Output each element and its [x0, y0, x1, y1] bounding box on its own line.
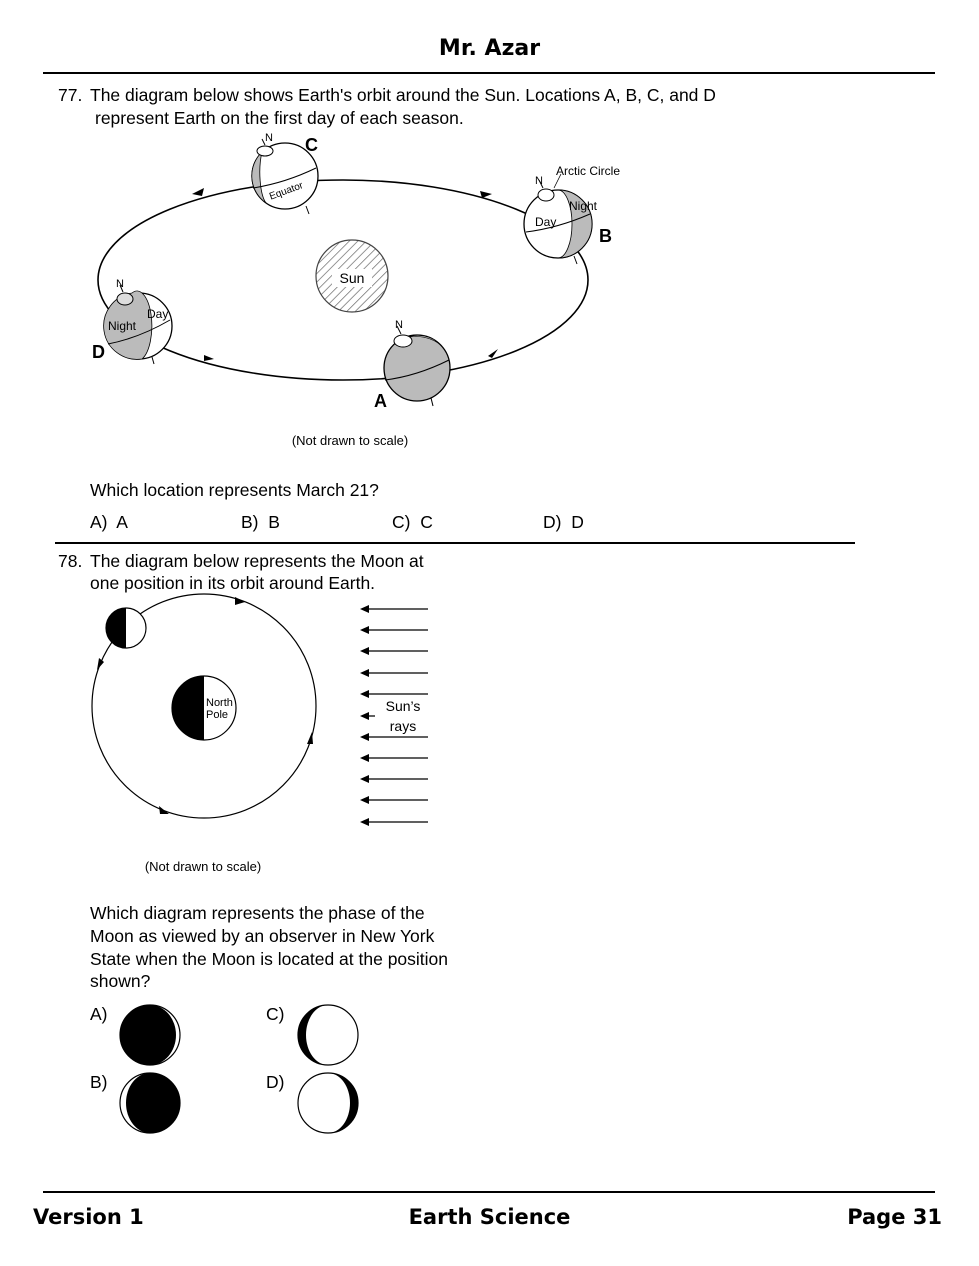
- earth-b-north-label: N: [535, 175, 543, 187]
- q78-line1: The diagram below represents the Moon at: [90, 551, 424, 571]
- q78-question-line3: State when the Moon is located at the position: [90, 949, 449, 969]
- q78-number: 78.: [58, 551, 83, 571]
- orbit-arrow-icon: [192, 188, 204, 196]
- q78-question-line4: shown?: [90, 971, 151, 991]
- q78-question-line1: Which diagram represents the phase of the: [90, 903, 425, 923]
- q78-choice-a-letter[interactable]: A): [90, 1004, 108, 1024]
- q77-choice-b-text: B: [268, 512, 280, 532]
- question-divider: [55, 542, 855, 544]
- q78-line2: one position in its orbit around Earth.: [90, 573, 376, 593]
- orbit-arrow-icon: [204, 355, 214, 361]
- earth-d: [92, 278, 172, 364]
- q78-question-line2: Moon as viewed by an observer in New York: [90, 926, 435, 946]
- q77-choice-d[interactable]: [543, 512, 584, 533]
- earth-c: [252, 132, 318, 214]
- north-label-line2: Pole: [206, 709, 229, 721]
- q77-choice-b[interactable]: [241, 512, 280, 533]
- earth-b-night-label: Night: [569, 199, 598, 213]
- suns-rays-label-line1: Sun’s: [385, 698, 421, 714]
- moon-orbit-diagram: [85, 592, 445, 882]
- orbit-arrow-icon: [480, 191, 492, 198]
- q77-caption: (Not drawn to scale): [291, 433, 409, 448]
- q77-choice-c[interactable]: [392, 512, 433, 533]
- page-header-title: Mr. Azar: [438, 36, 541, 61]
- q77-choice-a-text: A: [116, 512, 128, 532]
- q78-choice-c-letter[interactable]: C): [266, 1004, 285, 1024]
- equator-label: Equator: [268, 180, 305, 203]
- earth-d-day-label: Day: [147, 307, 169, 321]
- orbit-arrow-icon: [307, 732, 313, 744]
- earth-c-north-label: N: [265, 132, 273, 144]
- q77-choice-a-letter: A): [90, 512, 108, 532]
- arctic-circle-label: Arctic Circle: [556, 164, 621, 178]
- north-label-line1: North: [206, 697, 233, 709]
- q77-choice-d-text: D: [571, 512, 584, 532]
- suns-rays-label-line2: rays: [389, 718, 417, 734]
- earth-north-pole: [172, 676, 236, 740]
- label-d: D: [92, 342, 105, 362]
- q78-choice-b-moon-icon[interactable]: [117, 1070, 185, 1136]
- sun-label: Sun: [339, 270, 365, 286]
- footer-subject: Earth Science: [408, 1205, 571, 1229]
- earth-d-night-label: Night: [108, 319, 137, 333]
- label-c: C: [305, 135, 318, 155]
- earth-d-north-label: N: [116, 278, 124, 290]
- q77-choice-a[interactable]: [90, 512, 128, 533]
- earth-b: [524, 164, 620, 264]
- q77-choice-c-text: C: [420, 512, 433, 532]
- footer-version: Version 1: [33, 1205, 144, 1229]
- orbit-arrow-icon: [159, 806, 169, 814]
- earth-orbit-diagram: [80, 128, 660, 458]
- orbit-arrow-icon: [97, 658, 104, 670]
- q77-number: 77.: [58, 85, 83, 105]
- q78-choice-c-moon-icon[interactable]: [295, 1002, 363, 1068]
- footer-rule: [43, 1191, 935, 1193]
- q78-caption: (Not drawn to scale): [144, 859, 262, 874]
- q77-line2: represent Earth on the first day of each season.: [95, 108, 464, 128]
- q78-choice-a-moon-icon[interactable]: [117, 1002, 185, 1068]
- moon: [106, 608, 146, 648]
- q77-question: Which location represents March 21?: [90, 480, 379, 500]
- q77-choice-b-letter: B): [241, 512, 259, 532]
- orbit-arrow-icon: [488, 349, 498, 358]
- label-b: B: [599, 226, 612, 246]
- q77-line1: The diagram below shows Earth's orbit around the Sun. Locations A, B, C, and D: [90, 85, 716, 105]
- header-rule: [43, 72, 935, 74]
- earth-a: [374, 319, 450, 411]
- q78-choice-b-letter[interactable]: B): [90, 1072, 108, 1092]
- q77-choice-d-letter: D): [543, 512, 562, 532]
- earth-a-north-label: N: [395, 319, 403, 331]
- q77-choice-c-letter: C): [392, 512, 411, 532]
- q78-choice-d-letter[interactable]: D): [266, 1072, 285, 1092]
- label-a: A: [374, 391, 387, 411]
- footer-page-number: Page 31: [847, 1205, 942, 1229]
- earth-b-day-label: Day: [535, 215, 557, 229]
- q78-choice-d-moon-icon[interactable]: [295, 1070, 363, 1136]
